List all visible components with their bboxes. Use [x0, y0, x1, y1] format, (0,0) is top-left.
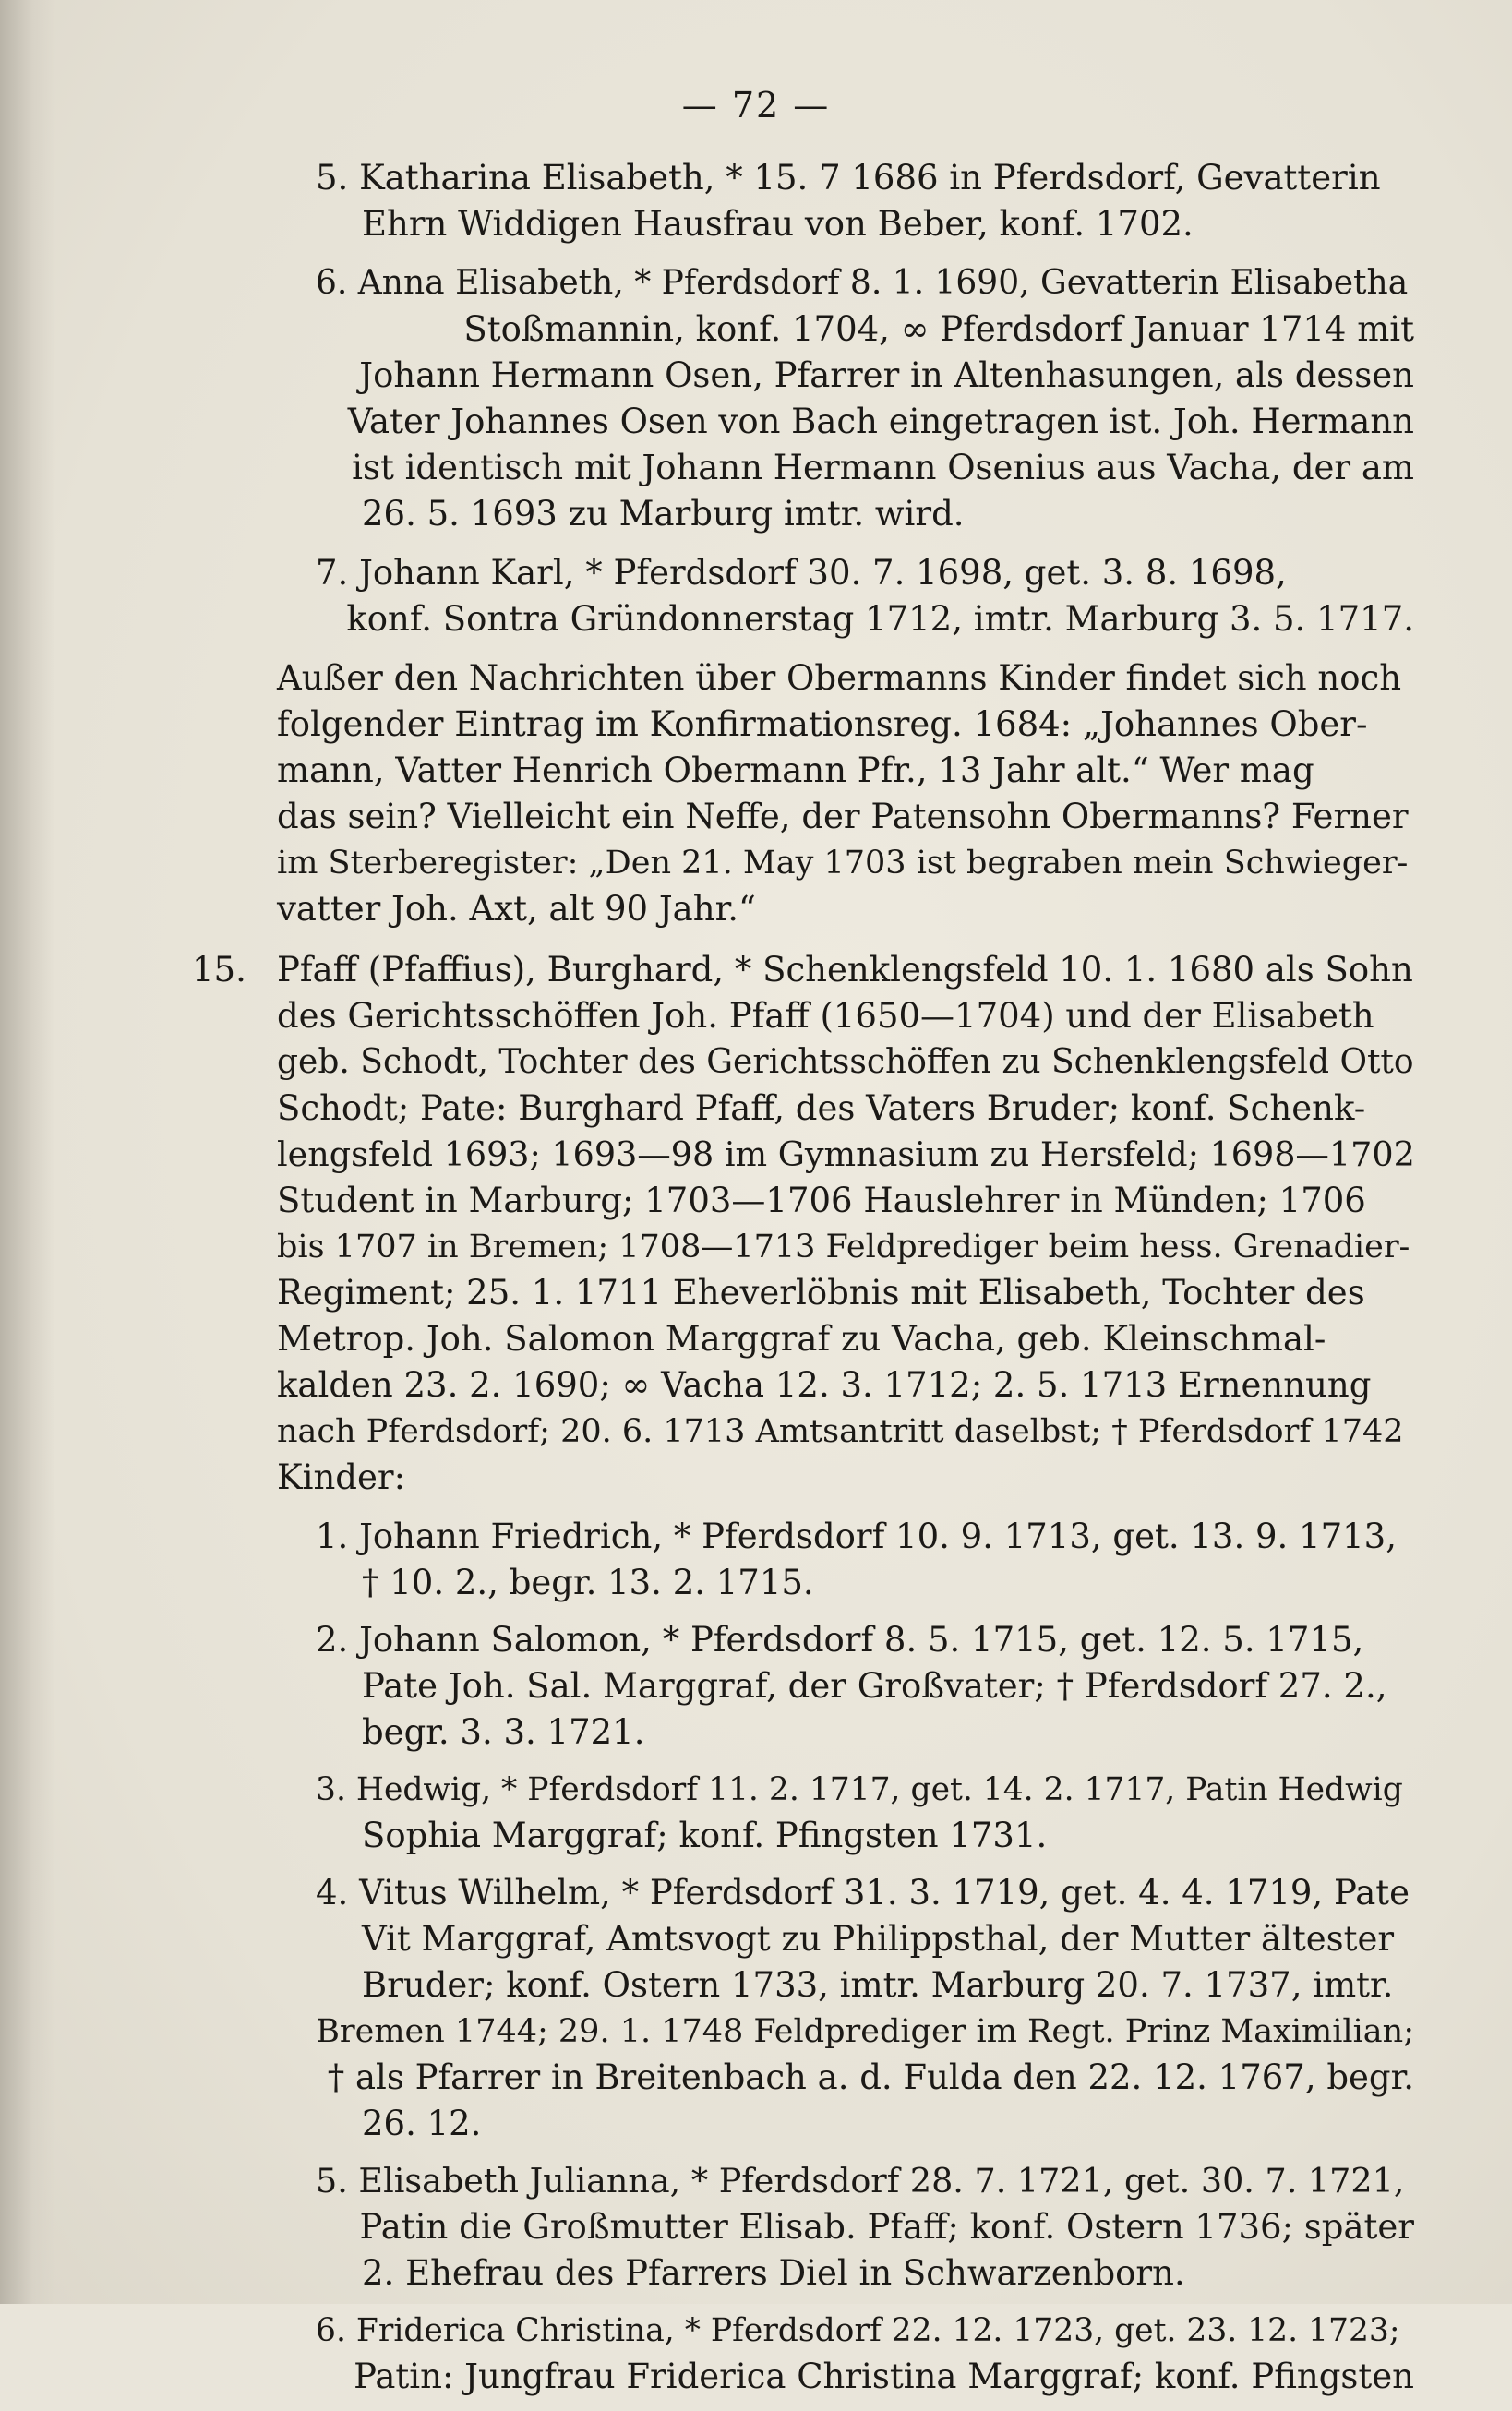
text-line: Vater Johannes Osen von Bach eingetragen ist. Joh. Hermann: [347, 402, 1414, 441]
text-line: Ehrn Widdigen Hausfrau von Beber, konf. 1702.: [362, 204, 1194, 244]
text-line: † 10. 2., begr. 13. 2. 1715.: [362, 1563, 814, 1602]
list-item: [316, 1514, 1414, 1606]
text-line: nach Pferdsdorf; 20. 6. 1713 Amtsantritt daselbst; † Pferdsdorf 1742: [277, 1413, 1404, 1450]
text-line: 6. Friderica Christina, * Pferdsdorf 22. 12. 1723, get. 23. 12. 1723;: [316, 2312, 1400, 2349]
text-line: Metrop. Joh. Salomon Marggraf zu Vacha, geb. Kleinschmal-: [277, 1319, 1326, 1359]
text-line: 26. 5. 1693 zu Marburg imtr. wird.: [362, 494, 965, 534]
list-item: [316, 1870, 1414, 2147]
list-item: [316, 2158, 1414, 2297]
text-line: 3. Hedwig, * Pferdsdorf 11. 2. 1717, get. 14. 2. 1717, Patin Hedwig: [316, 1771, 1403, 1808]
text-line: Johann Hermann Osen, Pfarrer in Altenhasungen, als dessen: [359, 355, 1414, 395]
text-line: Vit Marggraf, Amtsvogt zu Philippsthal, der Mutter ältester: [362, 1919, 1395, 1959]
text-line: 1. Johann Friedrich, * Pferdsdorf 10. 9. 1713, get. 13. 9. 1713,: [316, 1517, 1397, 1556]
text-line: 5. Elisabeth Julianna, * Pferdsdorf 28. 7. 1721, get. 30. 7. 1721,: [316, 2161, 1405, 2201]
text-line: Stoßmannin, konf. 1704, ∞ Pferdsdorf Januar 1714 mit: [463, 309, 1414, 349]
text-line: konf. Sontra Gründonnerstag 1712, imtr. Marburg 3. 5. 1717.: [346, 599, 1414, 639]
text-line: Pate Joh. Sal. Marggraf, der Großvater; † Pferdsdorf 27. 2.,: [362, 1666, 1387, 1706]
text-line: im Sterberegister: „Den 21. May 1703 ist begraben mein Schwieger-: [277, 845, 1409, 882]
list-item: [316, 550, 1414, 642]
text-line: Sophia Marggraf; konf. Pfingsten 1731.: [362, 1816, 1048, 1855]
text-line: Bremen 1744; 29. 1. 1748 Feldprediger im Regt. Prinz Maximilian;: [316, 2013, 1414, 2050]
children-heading: Kinder:: [277, 1457, 406, 1497]
text-line: Regiment; 25. 1. 1711 Eheverlöbnis mit Elisabeth, Tochter des: [277, 1273, 1365, 1313]
text-line: Bruder; konf. Ostern 1733, imtr. Marburg 20. 7. 1737, imtr.: [362, 1965, 1394, 2005]
text-line: bis 1707 in Bremen; 1708—1713 Feldprediger beim hess. Grenadier-: [277, 1229, 1410, 1265]
text-line: vatter Joh. Axt, alt 90 Jahr.“: [277, 889, 756, 929]
text-line: mann, Vatter Henrich Obermann Pfr., 13 Jahr alt.“ Wer mag: [277, 750, 1314, 790]
text-line: folgender Eintrag im Konfirmationsreg. 1684: „Johannes Ober-: [277, 704, 1368, 744]
text-line: geb. Schodt, Tochter des Gerichtsschöffen zu Schenklengsfeld Otto: [277, 1043, 1414, 1081]
text-line: Außer den Nachrichten über Obermanns Kinder findet sich noch: [277, 658, 1402, 698]
list-item: [316, 1617, 1414, 1756]
text-line: Schodt; Pate: Burghard Pfaff, des Vaters Bruder; konf. Schenk-: [277, 1088, 1366, 1128]
list-item: [316, 1767, 1414, 1859]
text-line: 4. Vitus Wilhelm, * Pferdsdorf 31. 3. 1719, get. 4. 4. 1719, Pate: [316, 1873, 1410, 1913]
page-body: [192, 155, 1415, 2411]
text-line: 2. Johann Salomon, * Pferdsdorf 8. 5. 1715, get. 12. 5. 1715,: [316, 1620, 1364, 1660]
text-line: begr. 3. 3. 1721.: [362, 1712, 645, 1752]
text-line: † als Pfarrer in Breitenbach a. d. Fulda den 22. 12. 1767, begr.: [327, 2057, 1414, 2097]
list-item: [316, 260, 1414, 537]
main-entry: [192, 947, 1415, 1501]
text-line: 6. Anna Elisabeth, * Pferdsdorf 8. 1. 1690, Gevatterin Elisabetha: [316, 264, 1409, 302]
text-line: lengsfeld 1693; 1693—98 im Gymnasium zu Hersfeld; 1698—1702: [277, 1134, 1415, 1174]
text-line: 5. Katharina Elisabeth, * 15. 7 1686 in Pferdsdorf, Gevatterin: [316, 158, 1381, 198]
text-line: 26. 12.: [362, 2104, 482, 2143]
text-line: Patin die Großmutter Elisab. Pfaff; konf. Ostern 1736; später: [359, 2207, 1414, 2247]
text-line: Student in Marburg; 1703—1706 Hauslehrer in Münden; 1706: [277, 1181, 1366, 1220]
entry-number: 15.: [192, 950, 246, 990]
text-line: 7. Johann Karl, * Pferdsdorf 30. 7. 1698, get. 3. 8. 1698,: [316, 553, 1287, 593]
text-line: Patin: Jungfrau Friderica Christina Marggraf; konf. Pfingsten: [354, 2357, 1414, 2396]
text-line: 2. Ehefrau des Pfarrers Diel in Schwarzenborn.: [362, 2253, 1185, 2293]
text-line: ist identisch mit Johann Hermann Osenius aus Vacha, der am: [352, 448, 1414, 487]
page-number: — 72 —: [681, 85, 831, 126]
text-line: Pfaff (Pfaffius), Burghard, * Schenklengsfeld 10. 1. 1680 als Sohn: [277, 950, 1413, 990]
text-line: das sein? Vielleicht ein Neffe, der Patensohn Obermanns? Ferner: [277, 797, 1409, 836]
note-paragraph: [277, 655, 1414, 932]
text-line: kalden 23. 2. 1690; ∞ Vacha 12. 3. 1712; 2. 5. 1713 Ernennung: [277, 1365, 1372, 1405]
list-item: [316, 2308, 1414, 2400]
text-line: des Gerichtsschöffen Joh. Pfaff (1650—1704) und der Elisabeth: [277, 996, 1374, 1036]
list-item: [316, 155, 1414, 247]
page-gutter-shadow: [0, 0, 55, 2304]
